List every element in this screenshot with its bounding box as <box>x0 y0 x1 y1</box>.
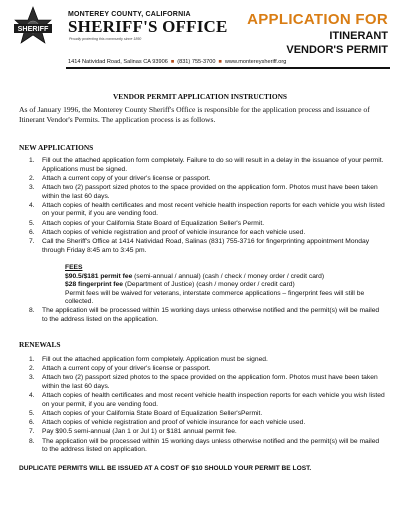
form-subtitle-vendors-permit: VENDOR'S PERMIT <box>286 44 388 56</box>
badge-text: SHERIFF <box>17 24 49 33</box>
duplicate-permit-notice: DUPLICATE PERMITS WILL BE ISSUED AT A COST OF $10 SHOULD YOUR PERMIT BE LOST. <box>19 465 312 472</box>
list-item: 7. Call the Sheriff's Office at 1414 Natividad Road, Salinas (831) 755-3716 for fingerprinting appointment Monday through Friday 8:45 am to 3:45 pm. <box>29 237 370 254</box>
separator-dot: ■ <box>218 59 222 65</box>
letterhead <box>0 0 400 72</box>
renewals-list <box>29 356 385 455</box>
instructions-heading: VENDOR PERMIT APPLICATION INSTRUCTIONS <box>112 92 288 101</box>
fingerprint-fee-line: $28 fingerprint fee (Department of Justice) (cash / money order / credit card) <box>65 281 295 289</box>
list-item: 3. Attach two (2) passport sized photos to the space provided on the application form. Photos must have been taken within the last 60 days. <box>29 374 378 390</box>
list-item: 8. The application will be processed within 15 working days unless otherwise notified and the permit(s) will be mailed to the address listed on the application. <box>29 307 380 323</box>
list-item: 5. Attach copies of your California State Board of Equalization Seller's Permit. <box>29 219 265 227</box>
form-title: APPLICATION FOR <box>247 11 388 28</box>
new-applications-heading: NEW APPLICATIONS <box>19 143 94 152</box>
list-item: 1. Fill out the attached application form completely. Failure to do so will result in a delay in the issuance of your permit. Applications must be signed. <box>29 157 384 173</box>
renewals-heading: RENEWALS <box>19 340 61 349</box>
list-item: 2. Attach a current copy of your driver's license or passport. <box>29 365 211 373</box>
fees-heading: FEES <box>65 264 83 271</box>
list-item: 8. The application will be processed within 15 working days unless otherwise notified and the permit(s) will be mailed to the address listed on application. <box>29 437 380 454</box>
tagline: Proudly protecting this community since 1850 <box>69 37 142 41</box>
county-name: MONTEREY COUNTY, CALIFORNIA <box>68 11 191 18</box>
list-item: 4. Attach copies of health certificates and most recent vehicle health inspection reports for each vehicle you wish listed on your permit, if you are vending food. <box>29 201 385 218</box>
form-subtitle-itinerant: ITINERANT <box>329 30 388 42</box>
permit-fee-line: $90.5/$181 permit fee (semi-annual / annual) (cash / check / money order / credit card) <box>65 272 325 280</box>
contact-line <box>68 59 286 65</box>
header-rule <box>66 67 390 69</box>
new-applications-list-continued <box>29 307 385 325</box>
website-link[interactable]: www.montereysheriff.org <box>224 59 287 65</box>
intro-paragraph: As of January 1996, the Monterey County Sheriff's Office is responsible for the application process and issuance of Itinerant Vendor's Permits. The application process is as follows. <box>19 105 370 125</box>
separator-dot: ■ <box>170 59 175 65</box>
new-applications-list <box>29 157 385 256</box>
fees-block <box>65 264 385 307</box>
list-item: 6. Attach copies of vehicle registration and proof of vehicle insurance for each vehicle used. <box>29 228 306 236</box>
address: 1414 Natividad Road, Salinas CA 93906 <box>68 59 168 65</box>
list-item: 2. Attach a current copy of your driver's license or passport. <box>29 174 211 182</box>
list-item: 4. Attach copies of health certificates and most recent vehicle health inspection reports for each vehicle you wish listed on your permit, if you are vending food. <box>29 392 385 408</box>
list-item: 1. Fill out the attached application form completely. Application must be signed. <box>29 356 268 363</box>
sheriff-star-badge-logo <box>14 6 52 52</box>
office-name: SHERIFF'S OFFICE <box>68 17 228 36</box>
phone: (831) 755-3700 <box>177 59 216 65</box>
list-item: 3. Attach two (2) passport sized photos to the space provided on the application form. Photos must have been taken within the last 60 days. <box>29 183 378 200</box>
list-item: 6. Attach copies of vehicle registration and proof of vehicle insurance for each vehicle used. <box>29 419 306 427</box>
list-item: 5. Attach copies of your California State Board of Equalization Seller'sPermit. <box>29 409 263 417</box>
list-item: 7. Pay $90.5 semi-annual (Jan 1 or Jul 1) or $181 annual permit fee. <box>29 428 237 436</box>
fee-waiver-note: Permit fees will be waived for veterans, interstate commerce applications – fingerprint fees will still be collected. <box>65 289 365 306</box>
